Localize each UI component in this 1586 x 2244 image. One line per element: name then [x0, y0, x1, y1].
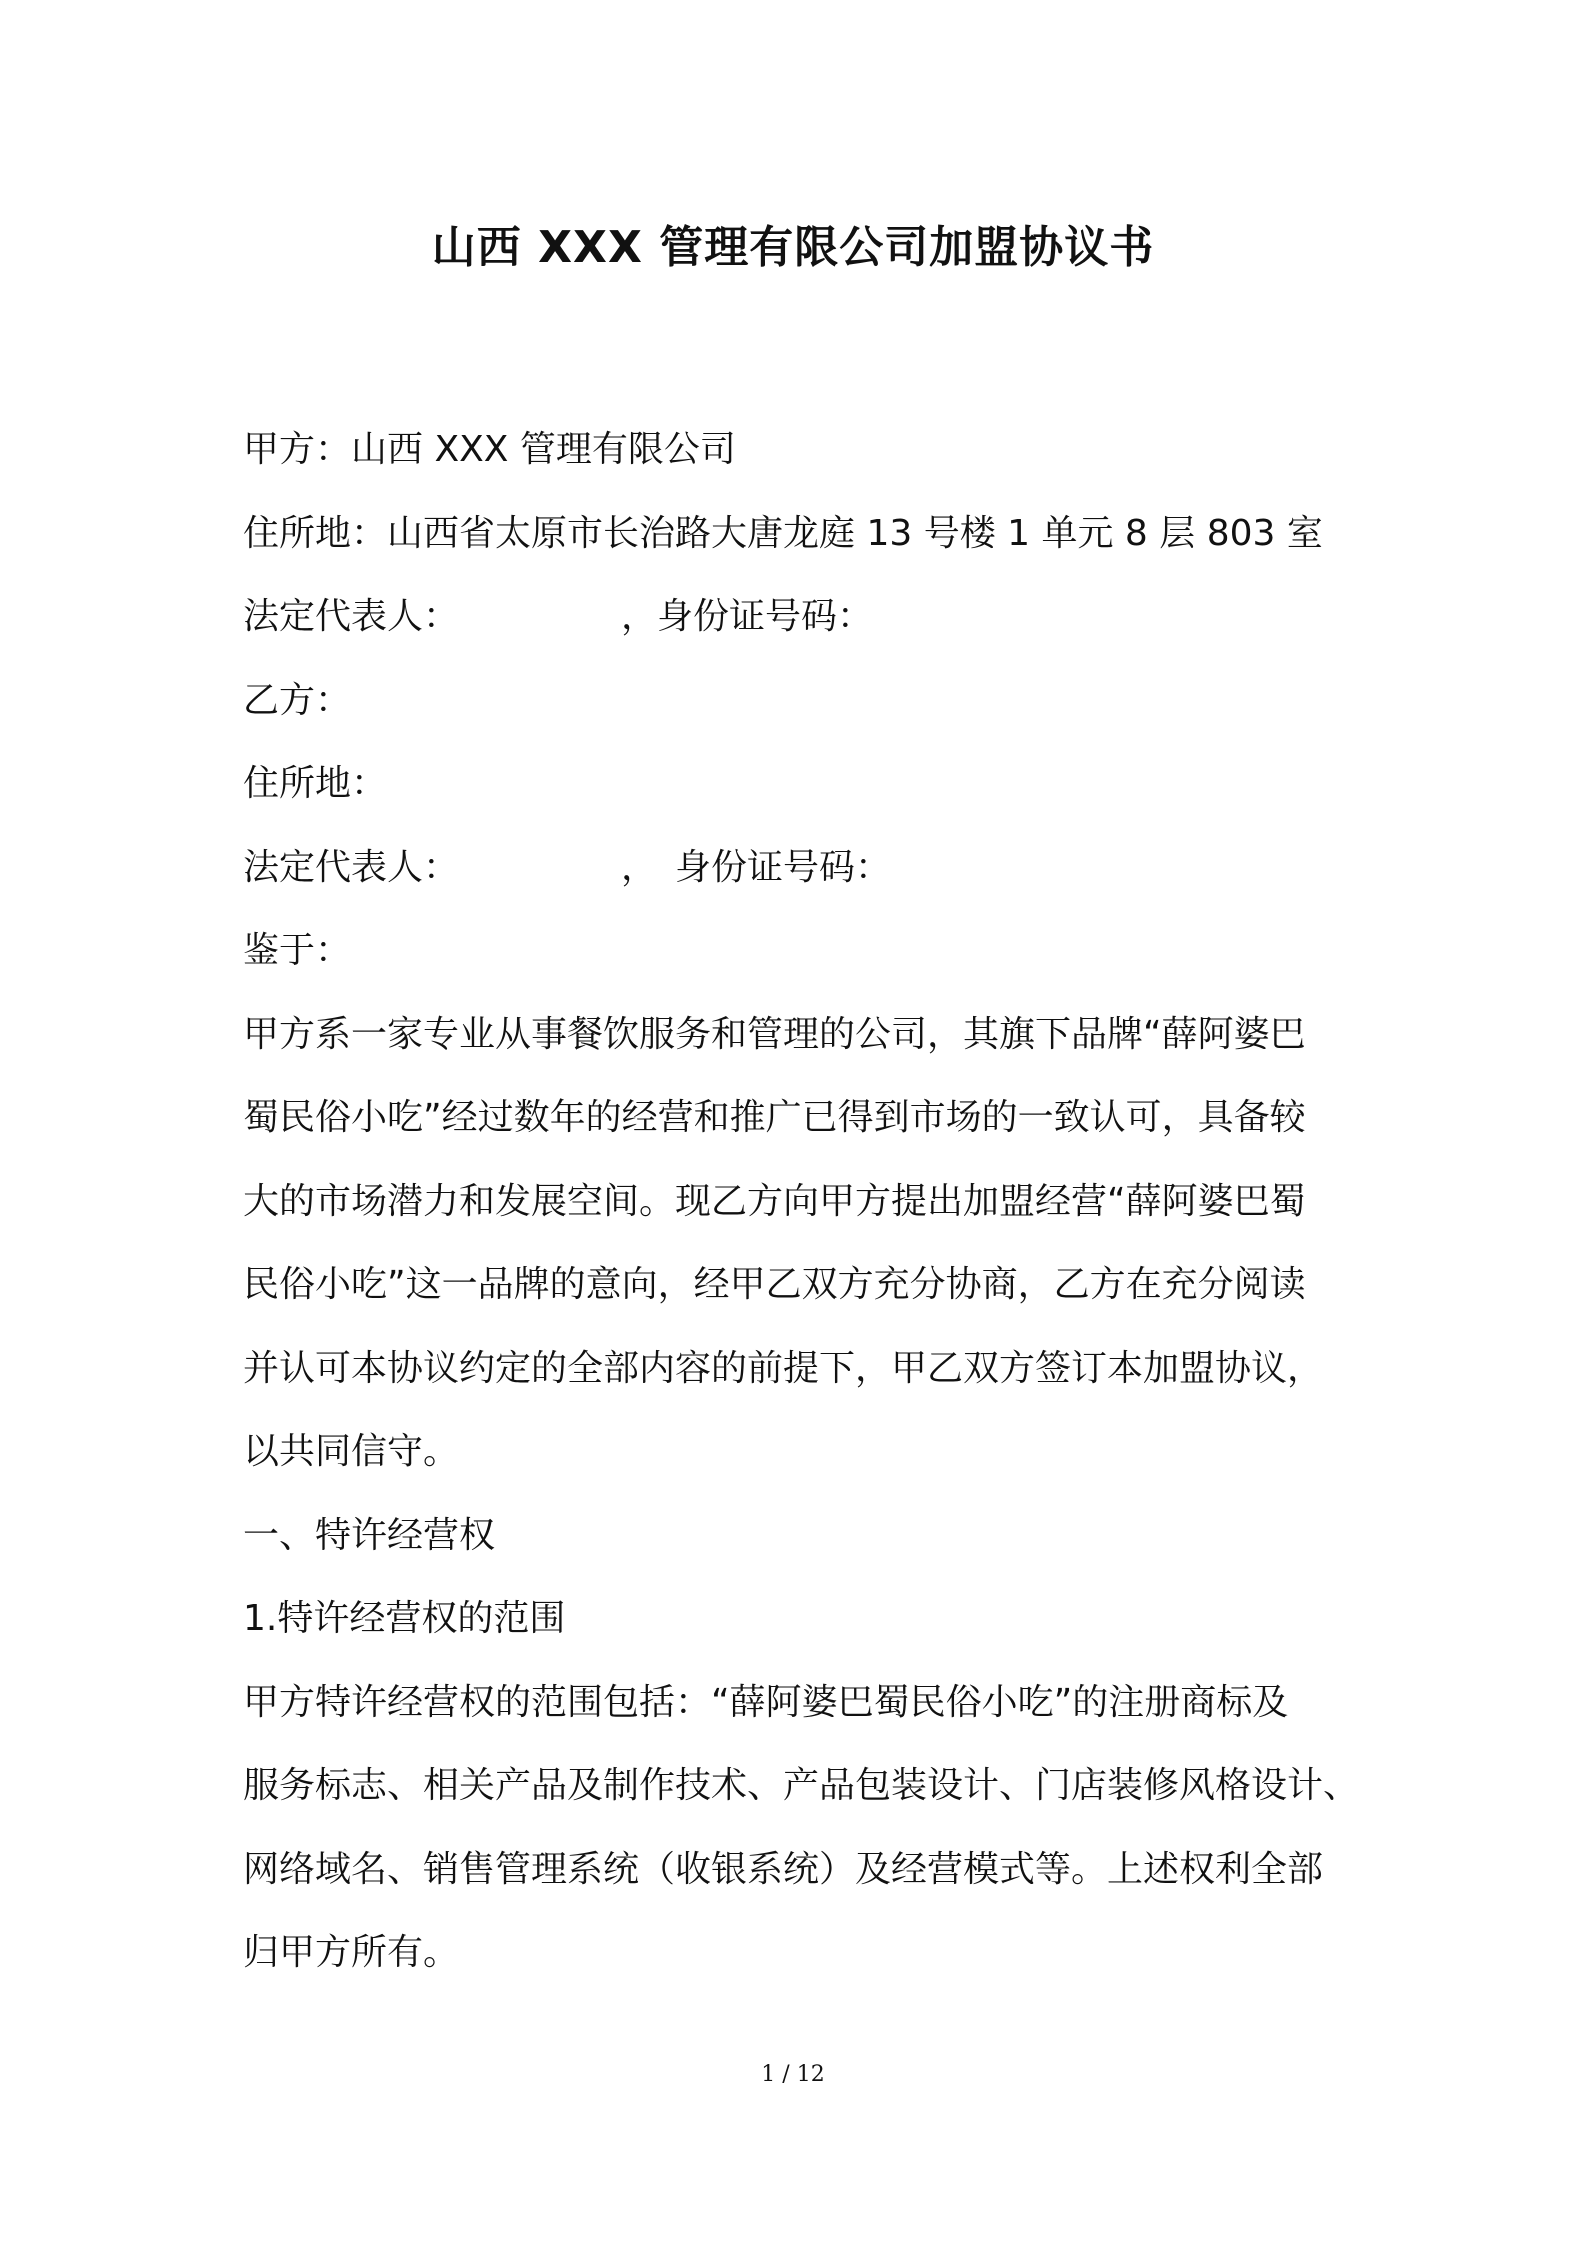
- paragraph-line: 网络域名、销售管理系统（收银系统）及经营模式等。上述权利全部: [243, 1848, 1324, 1890]
- party-a-representative: 法定代表人： ，身份证号码：: [243, 596, 874, 637]
- paragraph-line: 甲方系一家专业从事餐饮服务和管理的公司，其旗下品牌“薛阿婆巴: [243, 1013, 1306, 1055]
- party-b-address: 住所地：: [243, 763, 388, 804]
- section-heading: 一、特许经营权: [243, 1514, 496, 1556]
- party-b-name: 乙方：: [243, 679, 352, 721]
- document-title: 山西 XXX 管理有限公司加盟协议书: [431, 222, 1155, 273]
- paragraph-line: 以共同信守。: [243, 1431, 460, 1472]
- whereas-heading: 鉴于：: [243, 930, 352, 971]
- subsection-heading: 1.特许经营权的范围: [243, 1598, 566, 1639]
- paragraph-line: 大的市场潜力和发展空间。现乙方向甲方提出加盟经营“薛阿婆巴蜀: [243, 1180, 1306, 1222]
- paragraph-line: 服务标志、相关产品及制作技术、产品包装设计、门店装修风格设计、: [243, 1765, 1360, 1806]
- paragraph-line: 并认可本协议约定的全部内容的前提下，甲乙双方签订本加盟协议，: [243, 1347, 1324, 1389]
- paragraph-line: 甲方特许经营权的范围包括：“薛阿婆巴蜀民俗小吃”的注册商标及: [243, 1681, 1289, 1723]
- paragraph-line: 蜀民俗小吃”经过数年的经营和推广已得到市场的一致认可，具备较: [243, 1097, 1306, 1138]
- paragraph-line: 归甲方所有。: [243, 1932, 460, 1973]
- party-a-name: 甲方：山西 XXX 管理有限公司: [243, 429, 736, 470]
- document-body: [243, 408, 1358, 1995]
- paragraph-line: 民俗小吃”这一品牌的意向，经甲乙双方充分协商，乙方在充分阅读: [243, 1264, 1306, 1305]
- party-b-representative: 法定代表人： ， 身份证号码：: [243, 846, 892, 888]
- party-a-address: 住所地：山西省太原市长治路大唐龙庭 13 号楼 1 单元 8 层 803 室: [243, 512, 1323, 554]
- page-number: 1 / 12: [761, 2062, 825, 2087]
